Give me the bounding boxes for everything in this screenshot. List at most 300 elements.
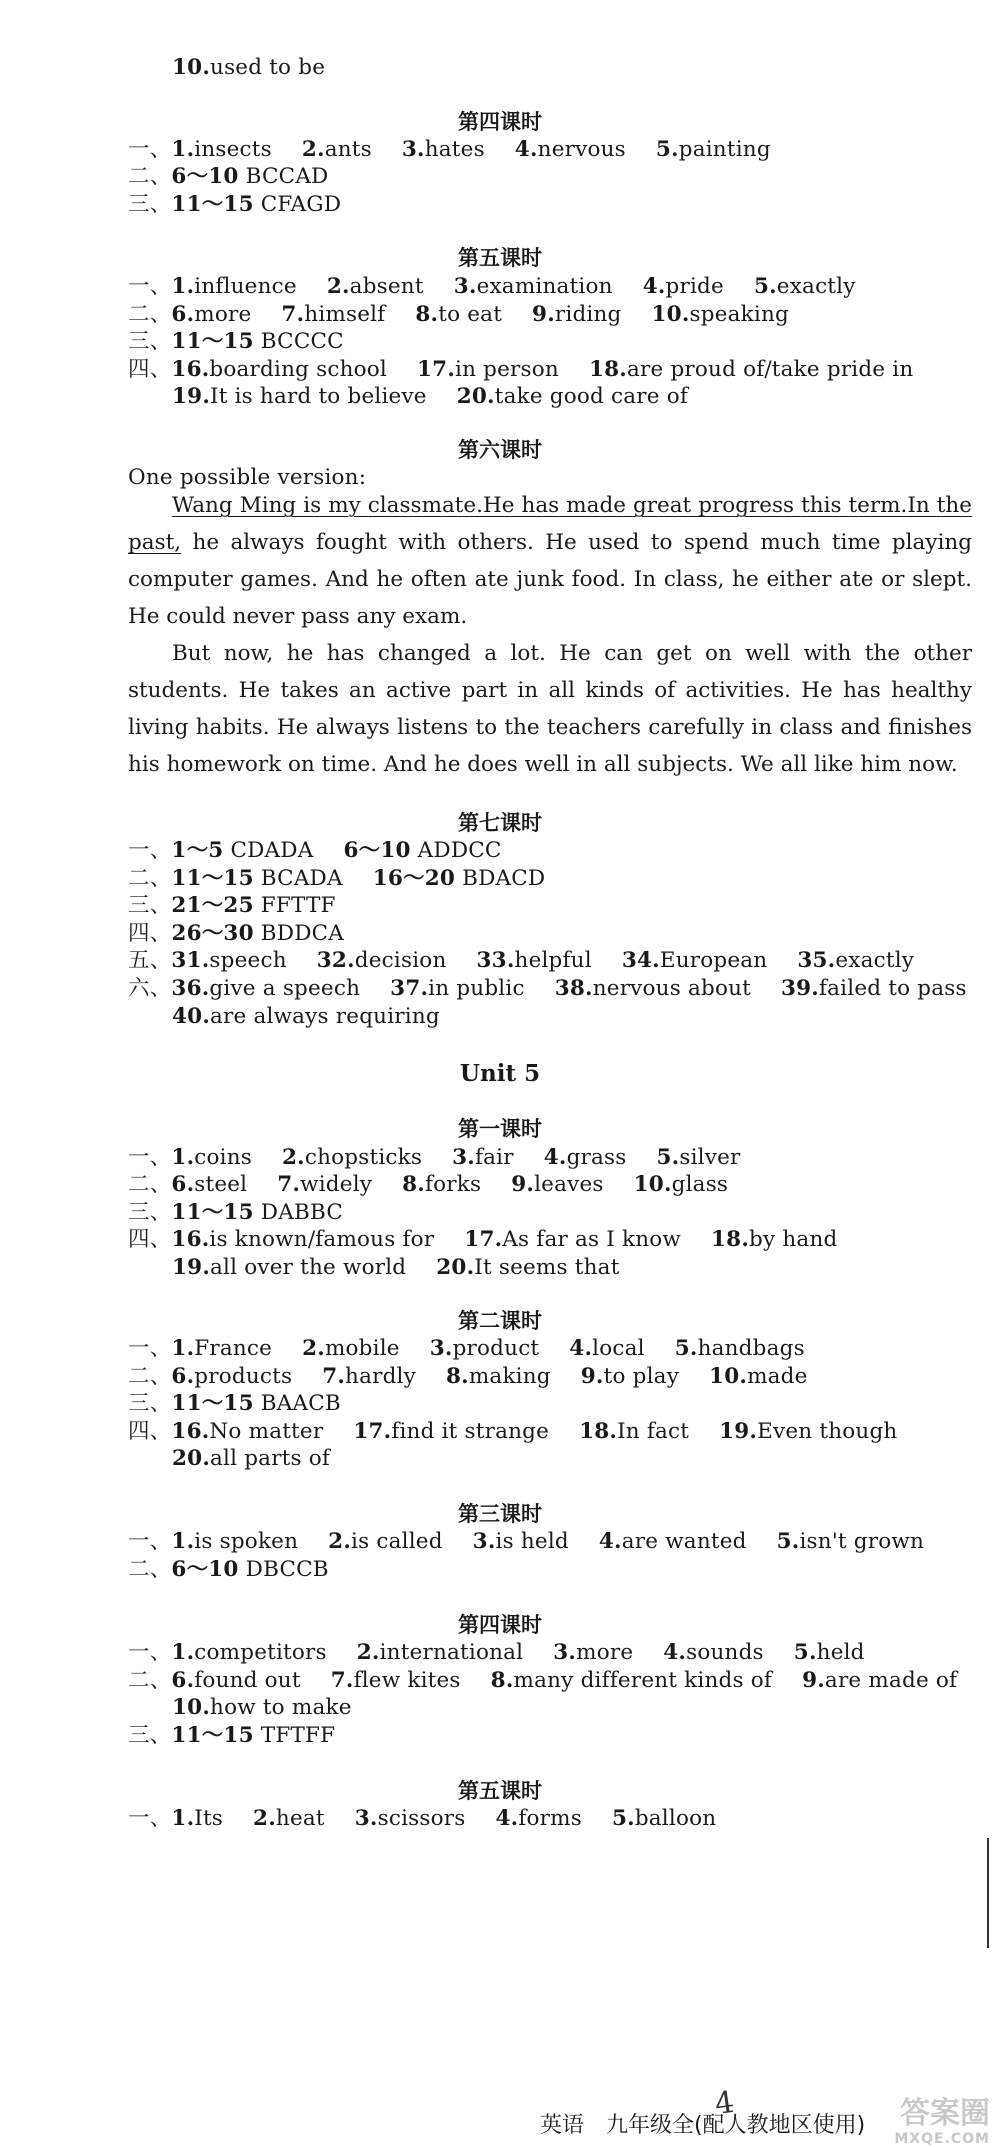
answer-item <box>171 1362 292 1392</box>
answer-item <box>777 1527 924 1557</box>
answer-text: DABBC <box>253 1200 343 1225</box>
answer-item <box>473 1527 569 1557</box>
answer-item <box>464 1225 681 1255</box>
answer-item <box>172 1693 352 1723</box>
answer-item <box>454 272 613 302</box>
section-number: 二、 <box>128 1364 172 1389</box>
question-number: 18. <box>588 357 627 382</box>
answer-text: speech <box>209 948 287 973</box>
answer-text: examination <box>476 274 613 299</box>
answer-text: steel <box>194 1172 248 1197</box>
answer-text: is called <box>351 1529 443 1554</box>
answer-line <box>128 1666 957 1696</box>
answer-text: nervous about <box>592 976 751 1001</box>
answer-item <box>302 135 372 165</box>
section-number: 三、 <box>128 329 172 354</box>
answer-item <box>515 135 626 165</box>
lesson-header: 第七课时 <box>458 811 542 835</box>
answer-line <box>128 919 344 949</box>
answer-text: are proud of/take pride in <box>626 357 914 382</box>
question-number: 4. <box>569 1336 593 1361</box>
question-number: 10. <box>172 55 211 80</box>
answer-text: FFTTF <box>253 893 336 918</box>
question-number: 18. <box>711 1227 750 1252</box>
question-number: 1. <box>171 1145 195 1170</box>
essay-paragraph: But now, he has changed a lot. He can get on well with the other students. He takes an active part in all kinds of activities. He has healthy living habits. He always listens to the teachers carefully in class and finishes his homework on time. And he does well in all subjects. We all like him now. <box>128 641 972 777</box>
question-number: 11～15 <box>171 192 254 217</box>
lesson-header: 第二课时 <box>458 1309 542 1333</box>
answer-text: balloon <box>634 1806 717 1831</box>
answer-text: is spoken <box>194 1529 299 1554</box>
answer-item <box>171 864 342 894</box>
answer-item <box>171 1721 335 1751</box>
answer-text: silver <box>679 1145 741 1170</box>
lesson-header: 第一课时 <box>458 1117 542 1141</box>
answer-item <box>663 1638 764 1668</box>
question-number: 4. <box>598 1529 622 1554</box>
answer-item <box>477 946 592 976</box>
answer-line <box>172 1444 330 1474</box>
answer-text: mobile <box>324 1336 400 1361</box>
question-number: 2. <box>326 274 350 299</box>
question-number: 7. <box>277 1172 301 1197</box>
answer-item <box>302 1334 400 1364</box>
section-number: 四、 <box>128 1227 172 1252</box>
answer-text: coins <box>194 1145 253 1170</box>
section-number: 一、 <box>128 1640 172 1665</box>
answer-text: Its <box>194 1806 224 1831</box>
question-number: 6. <box>171 302 195 327</box>
answer-item <box>402 1170 481 1200</box>
question-number: 4. <box>663 1640 687 1665</box>
answer-item <box>171 1170 247 1200</box>
lesson-header: 第六课时 <box>458 438 542 462</box>
question-number: 11～15 <box>171 1200 254 1225</box>
answer-text: himself <box>304 302 386 327</box>
answer-text: fair <box>474 1145 514 1170</box>
answer-item <box>317 946 447 976</box>
answer-line <box>128 974 967 1004</box>
answer-item <box>353 1417 549 1447</box>
answer-item <box>171 1417 323 1447</box>
question-number: 5. <box>793 1640 817 1665</box>
answer-text: found out <box>194 1668 301 1693</box>
answer-item <box>171 1555 328 1585</box>
question-number: 5. <box>776 1529 800 1554</box>
answer-text: hardly <box>345 1364 416 1389</box>
answer-item <box>172 53 325 83</box>
underlined-phrase: He has made great progress this term. <box>482 493 908 518</box>
answer-text: In fact <box>617 1419 690 1444</box>
answer-item <box>634 1170 729 1200</box>
answer-item <box>652 300 789 330</box>
answer-text: by hand <box>749 1227 838 1252</box>
question-number: 3. <box>453 274 477 299</box>
answer-text: international <box>379 1640 524 1665</box>
answer-item <box>491 1666 772 1696</box>
section-number: 三、 <box>128 192 172 217</box>
question-number: 1. <box>171 1336 195 1361</box>
question-number: 7. <box>281 302 305 327</box>
answer-text: handbags <box>697 1336 805 1361</box>
question-number: 6～10 <box>171 1557 239 1582</box>
answer-item <box>343 836 501 866</box>
question-number: 3. <box>354 1806 378 1831</box>
section-number: 二、 <box>128 1172 172 1197</box>
answer-line <box>172 53 325 83</box>
question-number: 4. <box>642 274 666 299</box>
answer-item <box>436 1253 619 1283</box>
answer-text: is held <box>495 1529 569 1554</box>
question-number: 8. <box>415 302 439 327</box>
section-number: 一、 <box>128 274 172 299</box>
section-number: 一、 <box>128 1336 172 1361</box>
answer-text: leaves <box>534 1172 604 1197</box>
question-number: 2. <box>301 137 325 162</box>
lesson-header: 第四课时 <box>458 110 542 134</box>
answer-line <box>128 162 329 192</box>
answer-text: scissors <box>377 1806 466 1831</box>
unit-title: Unit 5 <box>459 1060 541 1087</box>
section-number: 二、 <box>128 302 172 327</box>
answer-item <box>643 272 724 302</box>
section-number: 三、 <box>128 1723 172 1748</box>
section-number: 一、 <box>128 1145 172 1170</box>
question-number: 33. <box>476 948 515 973</box>
answer-item <box>253 1804 325 1834</box>
question-number: 17. <box>353 1419 392 1444</box>
answer-text: European <box>659 948 768 973</box>
question-number: 16. <box>171 1227 210 1252</box>
answer-text: forks <box>424 1172 482 1197</box>
answer-line <box>172 382 688 412</box>
answer-item <box>402 135 485 165</box>
answer-text: exactly <box>776 274 856 299</box>
question-number: 11～15 <box>171 1391 254 1416</box>
answer-item <box>171 1143 252 1173</box>
question-number: 10. <box>709 1364 748 1389</box>
answer-line <box>128 836 502 866</box>
section-number: 三、 <box>128 1200 172 1225</box>
answer-text: all over the world <box>210 1255 407 1280</box>
answer-item <box>331 1666 461 1696</box>
answer-item <box>357 1638 524 1668</box>
section-number: 一、 <box>128 1806 172 1831</box>
question-number: 5. <box>656 1145 680 1170</box>
answer-text: forms <box>518 1806 582 1831</box>
answer-item <box>544 1143 627 1173</box>
answer-item <box>430 1334 540 1364</box>
question-number: 20. <box>456 384 495 409</box>
answer-text: BAACB <box>253 1391 341 1416</box>
margin-line <box>987 1838 989 1948</box>
page-footer: 英语 九年级全(配人教地区使用) <box>540 2113 866 2138</box>
answer-text: BDDCA <box>253 921 345 946</box>
answer-line <box>128 1638 865 1668</box>
question-number: 4. <box>495 1806 519 1831</box>
question-number: 17. <box>464 1227 503 1252</box>
answer-item <box>599 1527 747 1557</box>
question-number: 9. <box>580 1364 604 1389</box>
answer-text: France <box>194 1336 273 1361</box>
answer-text: how to make <box>210 1695 352 1720</box>
answer-item <box>553 1638 633 1668</box>
question-number: 9. <box>532 302 555 327</box>
question-number: 37. <box>390 976 429 1001</box>
question-number: 11～15 <box>171 866 254 891</box>
question-number: 4. <box>514 137 538 162</box>
answer-item <box>171 300 251 330</box>
answer-text: many different kinds of <box>513 1668 773 1693</box>
answer-item <box>172 1002 440 1032</box>
answer-text: products <box>194 1364 293 1389</box>
question-number: 3. <box>429 1336 453 1361</box>
question-number: 11～15 <box>171 329 254 354</box>
question-number: 6. <box>171 1172 195 1197</box>
answer-item <box>171 1804 223 1834</box>
answer-item <box>622 946 768 976</box>
answer-item <box>719 1417 897 1447</box>
answer-item <box>171 1334 272 1364</box>
question-number: 16. <box>171 357 210 382</box>
answer-text: more <box>194 302 252 327</box>
question-number: 39. <box>780 976 819 1001</box>
answer-item <box>794 1638 865 1668</box>
answer-item <box>390 974 525 1004</box>
answer-text: It is hard to believe <box>210 384 427 409</box>
question-number: 3. <box>553 1640 577 1665</box>
question-number: 21～25 <box>171 893 254 918</box>
answer-item <box>457 382 688 412</box>
section-number: 六、 <box>128 976 172 1001</box>
question-number: 8. <box>490 1668 514 1693</box>
answer-text: ants <box>324 137 372 162</box>
answer-text: nervous <box>537 137 626 162</box>
question-number: 3. <box>472 1529 496 1554</box>
watermark-url: MXQE.COM <box>894 2131 990 2147</box>
answer-item <box>171 1198 343 1228</box>
answer-item <box>657 1143 741 1173</box>
answer-line <box>128 272 856 302</box>
question-number: 1. <box>171 137 195 162</box>
answer-text: Even though <box>757 1419 898 1444</box>
answer-text: are wanted <box>621 1529 747 1554</box>
question-number: 1. <box>171 1640 195 1665</box>
answer-text: to play <box>603 1364 680 1389</box>
answer-text: boarding school <box>209 357 387 382</box>
question-number: 6～10 <box>343 838 411 863</box>
answer-text: failed to pass <box>819 976 967 1001</box>
question-number: 5. <box>674 1336 698 1361</box>
answer-item <box>171 135 271 165</box>
answer-text: in person <box>455 357 559 382</box>
question-number: 2. <box>282 1145 305 1170</box>
answer-line <box>128 355 913 385</box>
answer-text: painting <box>678 137 771 162</box>
answer-text: chopsticks <box>304 1145 423 1170</box>
answer-text: riding <box>554 302 622 327</box>
answer-text: CDADA <box>223 838 314 863</box>
answer-item <box>532 300 621 330</box>
answer-item <box>171 272 296 302</box>
section-number: 四、 <box>128 921 172 946</box>
answer-item <box>172 382 427 412</box>
answer-item <box>495 1804 581 1834</box>
section-number: 四、 <box>128 1419 172 1444</box>
answer-item <box>172 1253 406 1283</box>
answer-text: TFTFF <box>253 1723 336 1748</box>
answer-text: are made of <box>824 1668 958 1693</box>
answer-line <box>128 1721 335 1751</box>
answer-text: making <box>468 1364 551 1389</box>
question-number: 2. <box>253 1806 276 1831</box>
question-number: 10. <box>651 302 690 327</box>
answer-item <box>452 1143 514 1173</box>
answer-item <box>322 1362 416 1392</box>
answer-item <box>581 1362 679 1392</box>
section-number: 四、 <box>128 357 172 382</box>
question-number: 5. <box>753 274 777 299</box>
answer-line <box>172 1002 440 1032</box>
question-number: 32. <box>316 948 355 973</box>
answer-text: local <box>592 1336 645 1361</box>
question-number: 35. <box>797 948 836 973</box>
handwritten-page-number: 4 <box>712 2084 737 2123</box>
question-number: 8. <box>445 1364 469 1389</box>
answer-item <box>171 1527 298 1557</box>
question-number: 1～5 <box>171 838 224 863</box>
answer-item <box>579 1417 689 1447</box>
question-number: 10. <box>172 1695 211 1720</box>
section-number: 一、 <box>128 838 172 863</box>
answer-text: ADDCC <box>410 838 502 863</box>
question-number: 8. <box>402 1172 425 1197</box>
answer-line <box>128 1804 716 1834</box>
lesson-header: 第五课时 <box>458 246 542 270</box>
answer-text: It seems that <box>474 1255 620 1280</box>
question-number: 6. <box>171 1668 195 1693</box>
section-number: 三、 <box>128 893 172 918</box>
section-number: 一、 <box>128 137 172 162</box>
answer-item <box>781 974 967 1004</box>
answer-text: take good care of <box>494 384 689 409</box>
answer-text: BCCAD <box>238 164 329 189</box>
answer-text: in public <box>428 976 525 1001</box>
answer-line <box>128 327 344 357</box>
answer-item <box>415 300 502 330</box>
lesson-header: 第四课时 <box>458 1613 542 1637</box>
answer-text: CFAGD <box>253 192 342 217</box>
answer-text: BDACD <box>455 866 546 891</box>
watermark-logo: 答案圈 <box>900 2096 990 2131</box>
answer-item <box>612 1804 716 1834</box>
answer-line <box>128 1417 897 1447</box>
answer-item <box>446 1362 551 1392</box>
answer-line <box>128 135 771 165</box>
answer-item <box>171 946 286 976</box>
answer-text: hates <box>424 137 485 162</box>
answer-line <box>128 1527 924 1557</box>
answer-item <box>171 1225 434 1255</box>
answer-text: absent <box>349 274 424 299</box>
answer-text: is known/famous for <box>209 1227 435 1252</box>
answer-text: flew kites <box>353 1668 461 1693</box>
section-number: 二、 <box>128 1557 172 1582</box>
answer-text: to eat <box>438 302 503 327</box>
answer-text: more <box>576 1640 634 1665</box>
essay-intro: One possible version: <box>128 465 367 490</box>
answer-line <box>128 946 914 976</box>
section-number: 二、 <box>128 1668 172 1693</box>
answer-text: BCADA <box>253 866 343 891</box>
answer-text: DBCCB <box>238 1557 329 1582</box>
answer-text: product <box>452 1336 540 1361</box>
answer-text: sounds <box>686 1640 764 1665</box>
answer-line <box>128 1555 329 1585</box>
answer-text: grass <box>566 1145 627 1170</box>
answer-item <box>171 891 335 921</box>
answer-item <box>328 1527 443 1557</box>
answer-text: No matter <box>209 1419 324 1444</box>
answer-item <box>171 836 313 866</box>
essay-text: he always fought with others. He used to spend much time playing computer games. And he often ate junk food. In class, he either ate or slept. He could never pass any exam. <box>128 530 972 629</box>
question-number: 38. <box>554 976 593 1001</box>
question-number: 9. <box>802 1668 825 1693</box>
question-number: 2. <box>356 1640 380 1665</box>
question-number: 18. <box>579 1419 618 1444</box>
answer-line <box>172 1253 620 1283</box>
answer-item <box>709 1362 808 1392</box>
question-number: 16～20 <box>372 866 456 891</box>
question-number: 3. <box>401 137 425 162</box>
watermark <box>760 2096 990 2146</box>
answer-item <box>281 300 385 330</box>
answer-text: As far as I know <box>502 1227 682 1252</box>
answer-item <box>555 974 751 1004</box>
answer-line <box>128 300 789 330</box>
answer-item <box>171 1638 326 1668</box>
question-number: 2. <box>302 1336 325 1361</box>
answer-item <box>277 1170 372 1200</box>
answer-text: all parts of <box>210 1446 331 1471</box>
answer-item <box>171 355 387 385</box>
answer-item <box>355 1804 466 1834</box>
answer-text: used to be <box>210 55 326 80</box>
answer-line <box>128 1334 805 1364</box>
question-number: 34. <box>621 948 660 973</box>
answer-item <box>171 162 328 192</box>
question-number: 11～15 <box>171 1723 254 1748</box>
answer-line <box>128 1198 343 1228</box>
question-number: 1. <box>171 274 195 299</box>
question-number: 6. <box>171 1364 195 1389</box>
answer-item <box>711 1225 837 1255</box>
answer-line <box>128 864 545 894</box>
answer-item <box>171 919 344 949</box>
answer-item <box>171 1666 300 1696</box>
answer-item <box>282 1143 422 1173</box>
answer-text: influence <box>194 274 297 299</box>
question-number: 20. <box>436 1255 475 1280</box>
lesson-header: 第三课时 <box>458 1502 542 1526</box>
question-number: 19. <box>172 384 211 409</box>
lesson-header: 第五课时 <box>458 1779 542 1803</box>
answer-item <box>171 974 360 1004</box>
answer-text: decision <box>354 948 447 973</box>
answer-text: made <box>747 1364 808 1389</box>
question-number: 6～10 <box>171 164 239 189</box>
answer-line <box>128 190 341 220</box>
